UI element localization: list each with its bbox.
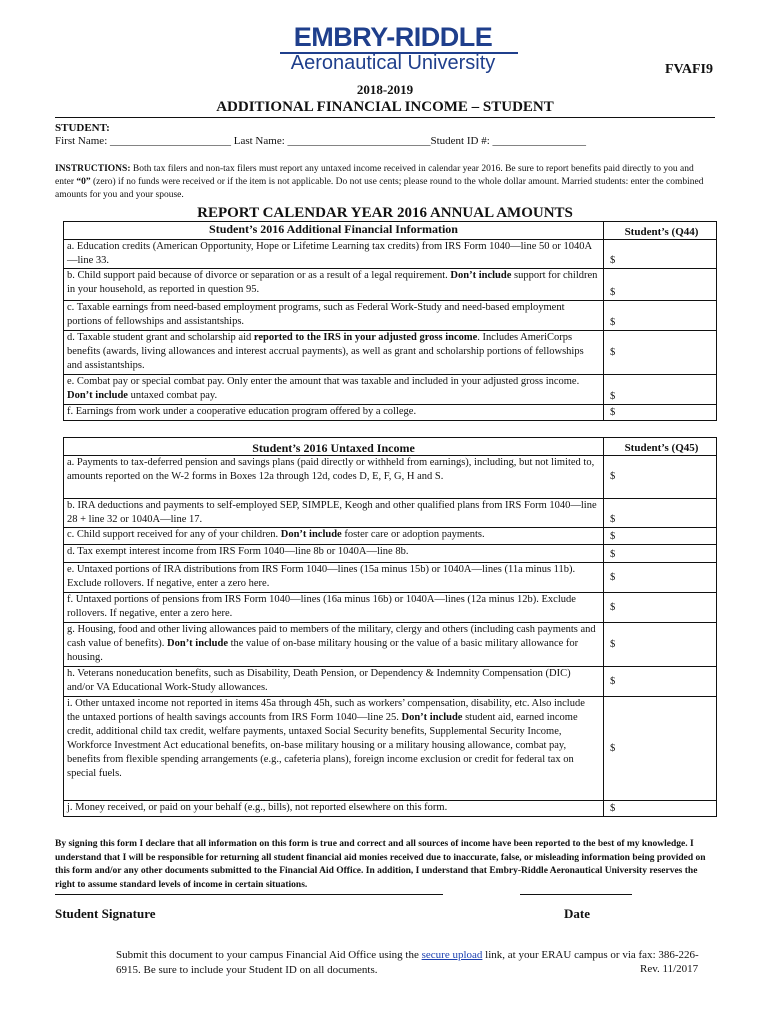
table-row: [64, 545, 717, 563]
amount-field[interactable]: $: [604, 545, 717, 563]
table-row: [64, 240, 717, 269]
untaxed-income-table: [63, 437, 717, 817]
table-heading: Student’s 2016 Untaxed Income: [64, 438, 604, 456]
instructions: [55, 163, 715, 202]
amount-field[interactable]: $: [604, 499, 717, 528]
table-row: [64, 563, 717, 593]
table-header-row: [64, 222, 717, 240]
table-row: [64, 301, 717, 331]
table-row: [64, 375, 717, 405]
row-text: e. Untaxed portions of IRA distributions from IRS Form 1040—lines (15a minus 15b) or 1040A—lines (11a minus 11b). Exclude rollovers. If negative, enter a zero here.: [64, 563, 604, 593]
declaration-text: By signing this form I declare that all information on this form is true and correct and all sources of income have been reported to the best of my knowledge. I understand that I will be responsible for returning all student financial aid monies received due to inaccurate, false, or misleading information being provided on this form and/or any other documents submitted to the Financial Aid Office. In addition, I understand that Embry-Riddle Aeronautical University reserves the right to assume standard levels of income in certain situations.: [55, 839, 706, 890]
amount-field[interactable]: $: [604, 801, 717, 817]
amount-field[interactable]: $: [604, 331, 717, 375]
amount-field[interactable]: $: [604, 405, 717, 421]
amount-field[interactable]: $: [604, 269, 717, 301]
submit-text-a: Submit this document to your campus Financial Aid Office using the: [116, 949, 422, 961]
instructions-zero: “0”: [76, 177, 91, 187]
amount-field[interactable]: $: [604, 593, 717, 623]
row-text: g. Housing, food and other living allowances paid to members of the military, clergy and others (including cash payments and cash value of benefits). Don’t include the value of on-base military housing or the value of a basic military allowance for housing.: [64, 623, 604, 667]
title-underline: [55, 117, 715, 118]
instructions-text-b: (zero) if no funds were received or if the item is not applicable. Do not use cents; please round to the whole dollar amount. Married students: enter the combined amounts for you and your spouse.: [55, 177, 704, 200]
table-row: [64, 593, 717, 623]
amount-field[interactable]: $: [604, 623, 717, 667]
form-title: ADDITIONAL FINANCIAL INCOME – STUDENT: [216, 99, 554, 115]
table-row: [64, 528, 717, 545]
date-label: Date: [564, 906, 590, 921]
form-code: FVAFI9: [665, 62, 713, 77]
amount-field[interactable]: $: [604, 456, 717, 499]
table-row: [64, 331, 717, 375]
row-text: a. Payments to tax-deferred pension and savings plans (paid directly or withheld from earnings), including, but not limited to, amounts reported on the W-2 forms in Boxes 12a through 12d, codes D, E, F, G, H and S.: [64, 456, 604, 499]
amount-field[interactable]: $: [604, 375, 717, 405]
row-text: c. Taxable earnings from need-based employment programs, such as Federal Work-Study and need-based employment portions of fellowships and assistantships.: [64, 301, 604, 331]
signature-label: Student Signature: [55, 906, 156, 921]
amount-column-heading: Student’s (Q45): [604, 438, 717, 456]
amount-field[interactable]: $: [604, 667, 717, 697]
row-text: d. Taxable student grant and scholarship aid reported to the IRS in your adjusted gross income. Includes AmeriCorps benefits (awards, living allowances and interest accrual payments), as well as grant and scholarship portions of fellowships and assistantships.: [64, 331, 604, 375]
table-row: [64, 697, 717, 801]
student-heading: STUDENT:: [55, 122, 110, 134]
amount-field[interactable]: $: [604, 301, 717, 331]
row-text: b. IRA deductions and payments to self-employed SEP, SIMPLE, Keogh and other qualified plans from IRS Form 1040—line 28 + line 32 or 1040A—line 17.: [64, 499, 604, 528]
row-text: c. Child support received for any of your children. Don’t include foster care or adoption payments.: [64, 528, 604, 545]
table-row: [64, 499, 717, 528]
row-text: f. Untaxed portions of pensions from IRS Form 1040—lines (16a minus 16b) or 1040A—lines (12a minus 12b). Exclude rollovers. If negative, enter a zero here.: [64, 593, 604, 623]
row-text: i. Other untaxed income not reported in items 45a through 45h, such as workers’ compensation, disability, etc. Also include the untaxed portions of health savings accounts from IRS Form 1040—line 25. Don’t include student aid, earned income credit, additional child tax credit, welfare payments, untaxed Social Security benefits, Supplemental Security Income, Workforce Investment Act educational benefits, on-base military housing or a military housing allowance, combat pay, benefits from flexible spending arrangements (e.g., cafeteria plans), foreign income exclusion or credit for federal tax on special fuels.: [64, 697, 604, 801]
additional-financial-info-table: [63, 221, 717, 421]
revision-date: Rev. 11/2017: [640, 963, 699, 975]
award-year: 2018-2019: [356, 82, 414, 97]
row-text: h. Veterans noneducation benefits, such as Disability, Death Pension, or Dependency & Indemnity Compensation (DIC) and/or VA Educational Work-Study allowances.: [64, 667, 604, 697]
table-row: [64, 801, 717, 817]
row-text: f. Earnings from work under a cooperative education program offered by a college.: [64, 405, 604, 421]
university-logo-wordmark: EMBRY-RIDDLE: [293, 22, 493, 52]
row-text: j. Money received, or paid on your behalf (e.g., bills), not reported elsewhere on this form.: [64, 801, 604, 817]
table-header-row: [64, 438, 717, 456]
report-heading: REPORT CALENDAR YEAR 2016 ANNUAL AMOUNTS: [197, 205, 573, 221]
table-row: [64, 405, 717, 421]
row-text: b. Child support paid because of divorce or separation or as a result of a legal requirement. Don’t include support for children in your household, as reported in question 95.: [64, 269, 604, 301]
amount-field[interactable]: $: [604, 563, 717, 593]
instructions-label: INSTRUCTIONS:: [55, 164, 131, 174]
secure-upload-link[interactable]: secure upload: [421, 949, 483, 961]
submit-text-b: link, at your ERAU campus or via fax: 386-226-6915. Be sure to include your Student ID on all documents.: [116, 949, 699, 976]
row-text: e. Combat pay or special combat pay. Only enter the amount that was taxable and included in your adjusted gross income. Don’t include untaxed combat pay.: [64, 375, 604, 405]
row-text: d. Tax exempt interest income from IRS Form 1040—line 8b or 1040A—line 8b.: [64, 545, 604, 563]
table-row: [64, 667, 717, 697]
table-row: [64, 269, 717, 301]
submit-instructions: [116, 948, 716, 978]
university-logo-subtitle: Aeronautical University: [290, 52, 496, 74]
amount-field[interactable]: $: [604, 697, 717, 801]
amount-field[interactable]: $: [604, 528, 717, 545]
table-heading: Student’s 2016 Additional Financial Information: [64, 222, 604, 240]
date-line[interactable]: [520, 894, 632, 895]
row-text: a. Education credits (American Opportunity, Hope or Lifetime Learning tax credits) from IRS Form 1040—line 50 or 1040A—line 33.: [64, 240, 604, 269]
table-row: [64, 456, 717, 499]
signature-line[interactable]: [55, 894, 443, 895]
student-name-id-fields[interactable]: First Name: ______________________ Last Name: __________________________Student ID #: _________________: [55, 135, 587, 147]
instructions-text-a: Both tax filers and non-tax filers must report any untaxed income received in calendar year 2016. Be sure to report benefits paid directly to you and enter: [55, 164, 694, 187]
table-row: [64, 623, 717, 667]
amount-field[interactable]: $: [604, 240, 717, 269]
amount-column-heading: Student’s (Q44): [604, 222, 717, 240]
